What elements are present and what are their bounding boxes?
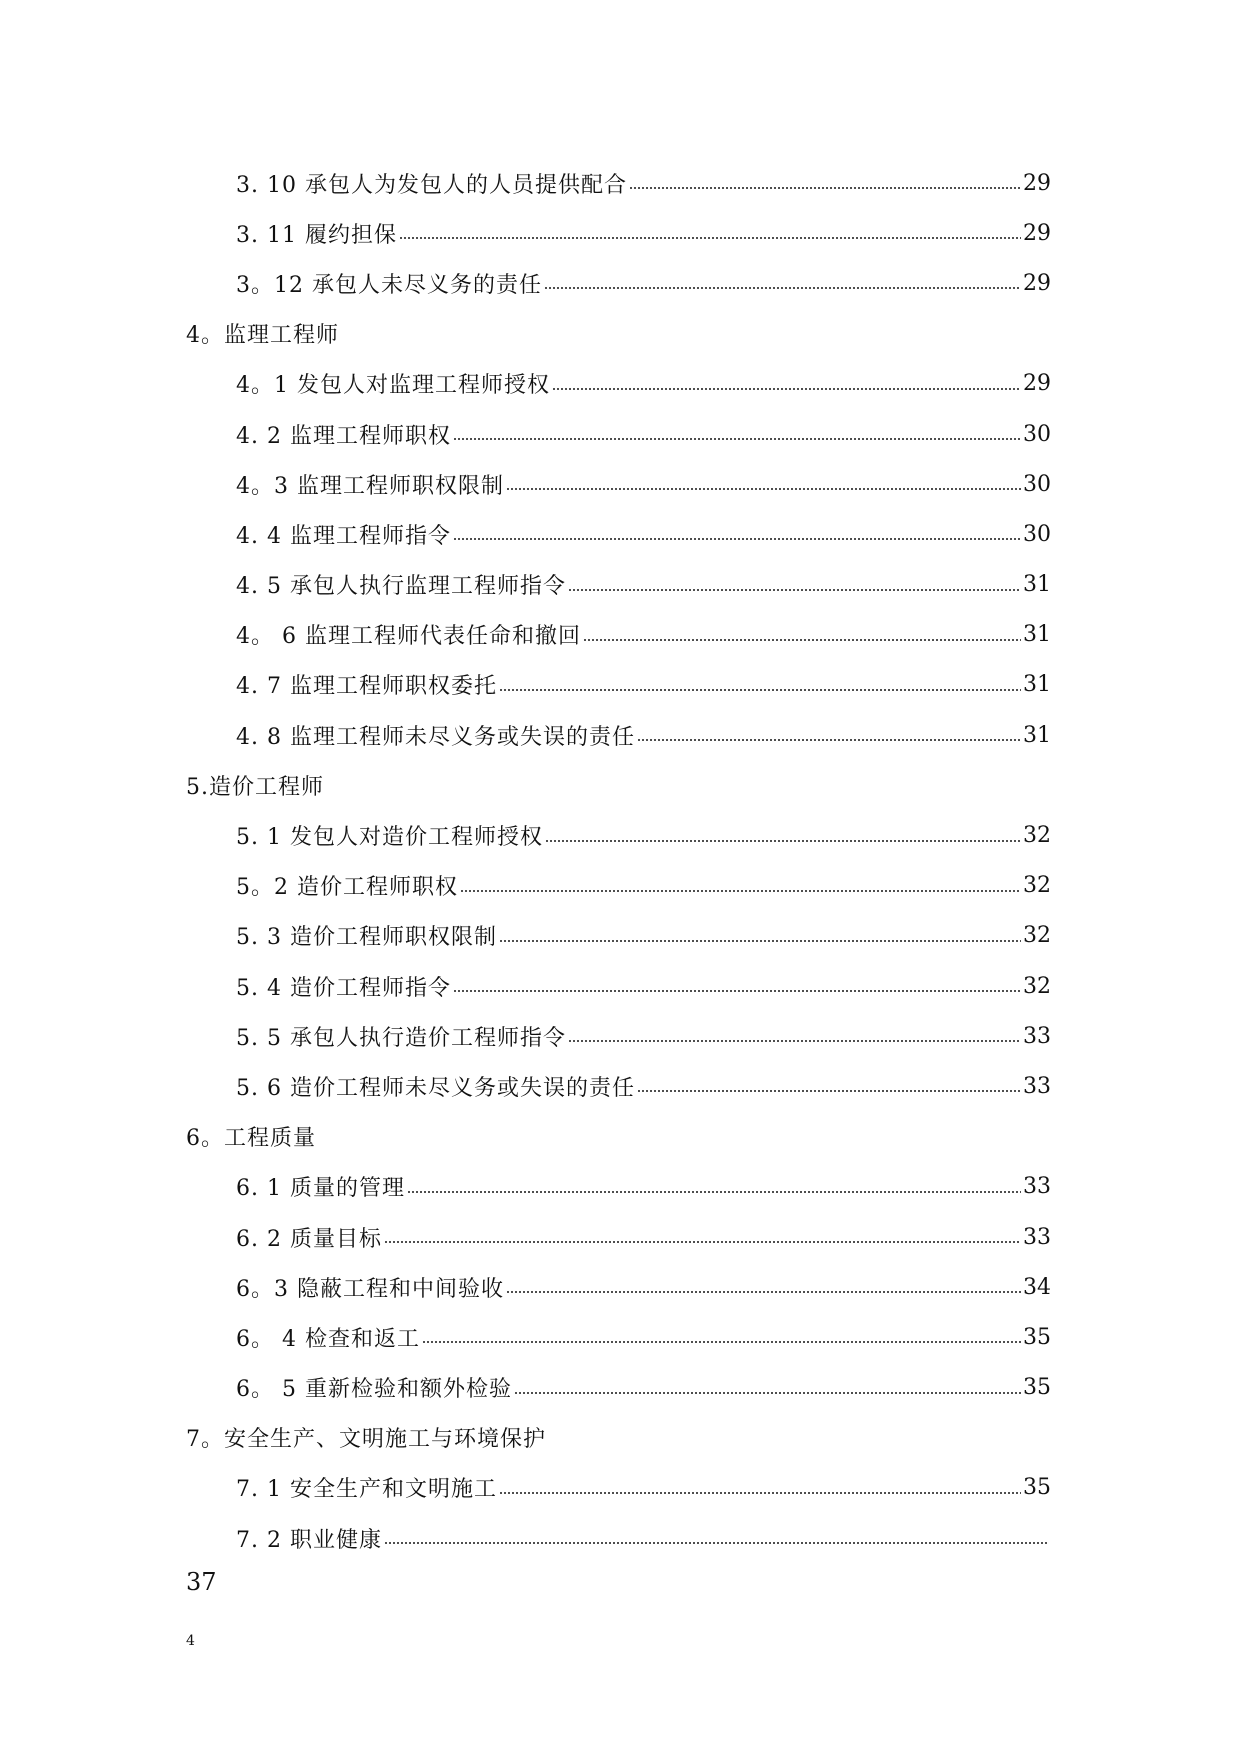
dot-leader <box>568 1040 1021 1042</box>
toc-entry <box>0 1011 1241 1061</box>
toc-entry <box>0 810 1241 860</box>
dot-leader <box>552 388 1021 390</box>
toc-label: 7. 2 职业健康 <box>236 1527 382 1553</box>
toc-entry <box>0 158 1241 208</box>
toc-entry <box>0 1513 1241 1563</box>
toc-page-number: 29 <box>1023 170 1051 196</box>
toc-entry <box>0 1363 1241 1413</box>
dot-leader <box>453 538 1021 540</box>
toc-entry <box>0 961 1241 1011</box>
dot-leader <box>514 1392 1021 1394</box>
toc-label: 3. 10 承包人为发包人的人员提供配合 <box>236 172 627 198</box>
toc-label: 6。3 隐蔽工程和中间验收 <box>236 1276 504 1302</box>
toc-entry <box>0 660 1241 710</box>
toc-page-number: 29 <box>1023 270 1051 296</box>
dot-leader <box>629 187 1021 189</box>
toc-heading <box>0 760 1241 810</box>
toc-label: 7。安全生产、文明施工与环境保护 <box>186 1427 546 1453</box>
toc-entry <box>0 911 1241 961</box>
toc-label: 7. 1 安全生产和文明施工 <box>236 1477 497 1503</box>
toc-label: 4。监理工程师 <box>186 323 339 349</box>
dot-leader <box>506 1291 1021 1293</box>
toc-label: 3. 11 履约担保 <box>236 222 397 248</box>
toc-label: 5. 4 造价工程师指令 <box>236 975 451 1001</box>
toc-page-number: 35 <box>1023 1375 1051 1401</box>
toc-page-number: 33 <box>1023 1174 1051 1200</box>
dot-leader <box>637 1090 1021 1092</box>
toc-page-number: 33 <box>1023 1023 1051 1049</box>
toc-label: 5. 5 承包人执行造价工程师指令 <box>236 1025 566 1051</box>
dot-leader <box>499 1492 1021 1494</box>
toc-page-number: 35 <box>1023 1475 1051 1501</box>
toc-page-number: 29 <box>1023 371 1051 397</box>
toc-entry <box>0 710 1241 760</box>
toc-page-number: 29 <box>1023 220 1051 246</box>
toc-label: 4. 7 监理工程师职权委托 <box>236 674 497 700</box>
toc-entry <box>0 610 1241 660</box>
toc-page-number: 30 <box>1023 471 1051 497</box>
toc-label: 5.造价工程师 <box>186 774 324 800</box>
toc-label: 4。3 监理工程师职权限制 <box>236 473 504 499</box>
toc-entry <box>0 258 1241 308</box>
toc-page-number: 32 <box>1023 823 1051 849</box>
toc-entry <box>0 1463 1241 1513</box>
toc-entry <box>0 1262 1241 1312</box>
toc-heading <box>0 1413 1241 1463</box>
dot-leader <box>422 1341 1021 1343</box>
toc-entry <box>0 1061 1241 1111</box>
toc-page-number: 33 <box>1023 1224 1051 1250</box>
dot-leader <box>544 287 1021 289</box>
toc-label: 3。12 承包人未尽义务的责任 <box>236 272 542 298</box>
dot-leader <box>545 840 1021 842</box>
dot-leader <box>384 1542 1049 1544</box>
toc-page-number: 31 <box>1023 622 1051 648</box>
dot-leader <box>453 438 1021 440</box>
toc-entry <box>0 509 1241 559</box>
dot-leader <box>583 639 1021 641</box>
toc-label: 6. 2 质量目标 <box>236 1226 382 1252</box>
dot-leader <box>453 990 1021 992</box>
toc-entry <box>0 1212 1241 1262</box>
toc-entry <box>0 459 1241 509</box>
toc-page-number: 33 <box>1023 1073 1051 1099</box>
toc-page-number: 31 <box>1023 572 1051 598</box>
toc-label: 6。 4 检查和返工 <box>236 1326 420 1352</box>
toc-page-number: 31 <box>1023 672 1051 698</box>
dot-leader <box>499 940 1021 942</box>
dot-leader <box>460 890 1021 892</box>
toc-label: 5。2 造价工程师职权 <box>236 875 458 901</box>
dot-leader <box>407 1191 1021 1193</box>
toc-page-number: 35 <box>1023 1324 1051 1350</box>
toc-page-number: 31 <box>1023 722 1051 748</box>
dot-leader <box>568 589 1021 591</box>
toc-page-number: 30 <box>1023 421 1051 447</box>
toc-entry <box>0 1162 1241 1212</box>
toc-entry <box>0 359 1241 409</box>
toc-page-number: 32 <box>1023 973 1051 999</box>
toc-page-number: 32 <box>1023 873 1051 899</box>
page-number: 4 <box>186 1633 195 1649</box>
toc-entry <box>0 409 1241 459</box>
toc-heading <box>0 309 1241 359</box>
toc-label: 6。工程质量 <box>186 1126 316 1152</box>
dot-leader <box>384 1241 1021 1243</box>
wrapped-page-number: 37 <box>186 1568 217 1596</box>
dot-leader <box>637 739 1021 741</box>
toc-entry <box>0 1312 1241 1362</box>
dot-leader <box>399 237 1021 239</box>
toc-label: 4. 4 监理工程师指令 <box>236 523 451 549</box>
toc-label: 5. 1 发包人对造价工程师授权 <box>236 825 543 851</box>
toc-label: 6. 1 质量的管理 <box>236 1176 405 1202</box>
toc-label: 4. 8 监理工程师未尽义务或失误的责任 <box>236 724 635 750</box>
table-of-contents <box>0 158 1241 1563</box>
toc-label: 5. 6 造价工程师未尽义务或失误的责任 <box>236 1075 635 1101</box>
toc-label: 6。 5 重新检验和额外检验 <box>236 1377 512 1403</box>
dot-leader <box>499 689 1021 691</box>
toc-label: 4。1 发包人对监理工程师授权 <box>236 373 550 399</box>
toc-label: 5. 3 造价工程师职权限制 <box>236 925 497 951</box>
toc-page-number: 34 <box>1023 1274 1051 1300</box>
toc-page-number: 32 <box>1023 923 1051 949</box>
toc-label: 4。 6 监理工程师代表任命和撤回 <box>236 624 581 650</box>
toc-entry <box>0 208 1241 258</box>
toc-entry <box>0 861 1241 911</box>
toc-heading <box>0 1112 1241 1162</box>
toc-label: 4. 5 承包人执行监理工程师指令 <box>236 574 566 600</box>
toc-label: 4. 2 监理工程师职权 <box>236 423 451 449</box>
dot-leader <box>506 488 1021 490</box>
toc-page-number: 30 <box>1023 521 1051 547</box>
toc-entry <box>0 560 1241 610</box>
